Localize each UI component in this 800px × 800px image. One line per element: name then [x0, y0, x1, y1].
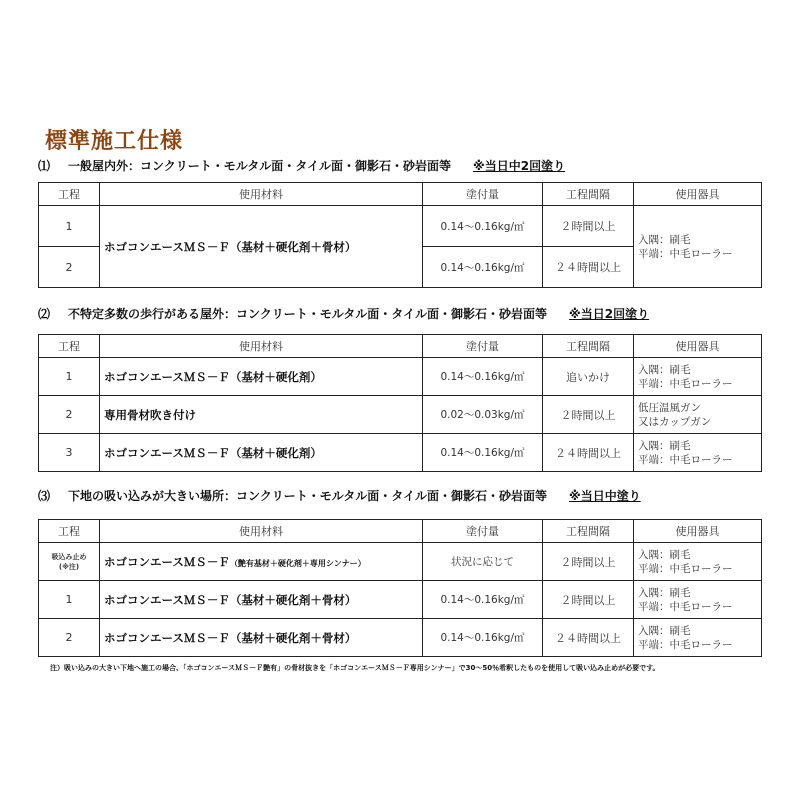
- table-header-row: [39, 335, 762, 358]
- header-coat: 塗付量: [423, 520, 543, 543]
- tool-line: 入隅：刷毛: [638, 363, 691, 376]
- material-cell: ホゴコンエースＭＳ－Ｆ（基材＋硬化剤＋骨材）: [100, 619, 423, 657]
- header-material: 使用材料: [100, 520, 423, 543]
- material-name: ホゴコンエースＭＳ－Ｆ: [104, 554, 230, 569]
- material-cell: 専用骨材吹き付け: [100, 396, 423, 434]
- table-row: [39, 543, 762, 581]
- material-detail: （艶有基材＋硬化剤＋専用シンナー）: [229, 558, 366, 568]
- step-cell: 1: [39, 581, 100, 619]
- material-cell: ホゴコンエースＭＳ－Ｆ（基材＋硬化剤＋骨材）: [100, 206, 423, 288]
- tool-line: 入隅：刷毛: [638, 624, 691, 637]
- interval-cell: ２時間以上: [543, 396, 634, 434]
- header-tool: 使用器具: [634, 520, 762, 543]
- material-cell: ホゴコンエースＭＳ－Ｆ（基材＋硬化剤）: [100, 434, 423, 472]
- spec-table-3: [38, 519, 762, 657]
- spec-table-2: [38, 334, 762, 472]
- material-cell: ホゴコンエースＭＳ－Ｆ（基材＋硬化剤＋骨材）: [100, 581, 423, 619]
- coat-cell: 0.14〜0.16kg/㎡: [423, 206, 543, 247]
- section-number: ⑴: [38, 159, 51, 173]
- section-2-heading: [38, 305, 649, 322]
- interval-cell: ２４時間以上: [543, 434, 634, 472]
- section-number: ⑶: [38, 489, 51, 503]
- coat-cell: 0.14〜0.16kg/㎡: [423, 358, 543, 396]
- tool-cell: [634, 206, 762, 288]
- material-cell: ホゴコンエースＭＳ－Ｆ（基材＋硬化剤）: [100, 358, 423, 396]
- header-coat: 塗付量: [423, 183, 543, 206]
- tool-line: 平端：中毛ローラー: [638, 600, 733, 613]
- header-material: 使用材料: [100, 183, 423, 206]
- section-note: ※当日中2回塗り: [473, 159, 566, 173]
- section-title: 一般屋内外：コンクリート・モルタル面・タイル面・御影石・砂岩面等: [68, 159, 452, 173]
- coat-cell: 0.14〜0.16kg/㎡: [423, 434, 543, 472]
- page-title: 標準施工仕様: [45, 129, 184, 154]
- interval-cell: ２４時間以上: [543, 619, 634, 657]
- step-cell: 2: [39, 247, 100, 288]
- step-cell: 2: [39, 619, 100, 657]
- tool-line: 入隅：刷毛: [638, 586, 691, 599]
- tool-cell: [634, 581, 762, 619]
- tool-cell: [634, 396, 762, 434]
- tool-line: 入隅：刷毛: [638, 233, 691, 246]
- header-tool: 使用器具: [634, 183, 762, 206]
- tool-line: 入隅：刷毛: [638, 439, 691, 452]
- header-coat: 塗付量: [423, 335, 543, 358]
- header-interval: 工程間隔: [543, 520, 634, 543]
- header-step: 工程: [39, 520, 100, 543]
- table-row: [39, 434, 762, 472]
- header-material: 使用材料: [100, 335, 423, 358]
- interval-cell: ２時間以上: [543, 543, 634, 581]
- tool-line: 平端：中毛ローラー: [638, 247, 733, 260]
- table-row: [39, 396, 762, 434]
- step-cell: 2: [39, 396, 100, 434]
- step-cell: 3: [39, 434, 100, 472]
- section-3-heading: [38, 487, 641, 504]
- tool-cell: [634, 543, 762, 581]
- interval-cell: ２時間以上: [543, 206, 634, 247]
- tool-line: 入隅：刷毛: [638, 548, 691, 561]
- interval-cell: ２時間以上: [543, 581, 634, 619]
- step-label: 吸込み止め: [51, 552, 87, 561]
- section-title: 下地の吸い込みが大きい場所：コンクリート・モルタル面・タイル面・御影石・砂岩面等: [68, 489, 548, 503]
- tool-cell: [634, 358, 762, 396]
- section-note: ※当日中塗り: [569, 489, 641, 503]
- header-step: 工程: [39, 335, 100, 358]
- table-header-row: [39, 520, 762, 543]
- section-note: ※当日2回塗り: [569, 307, 650, 321]
- tool-cell: [634, 619, 762, 657]
- tool-line: 低圧温風ガン: [638, 401, 701, 414]
- section-1-heading: [38, 157, 565, 174]
- table-row: [39, 581, 762, 619]
- coat-cell: 状況に応じて: [423, 543, 543, 581]
- table-row: [39, 619, 762, 657]
- interval-cell: 追いかけ: [543, 358, 634, 396]
- tool-line: 又はカップガン: [638, 415, 712, 428]
- step-note: (※注): [58, 562, 80, 571]
- header-tool: 使用器具: [634, 335, 762, 358]
- coat-cell: 0.14〜0.16kg/㎡: [423, 247, 543, 288]
- header-step: 工程: [39, 183, 100, 206]
- coat-cell: 0.02〜0.03kg/㎡: [423, 396, 543, 434]
- footnote: 注）吸い込みの大きい下地へ施工の場合、「ホゴコンエースＭＳ－Ｆ艶有」の骨材抜きを「ホゴコンエースＭＳ－Ｆ専用シンナー」で30～50％希釈したものを使用して吸い込み止めが必要です。: [50, 664, 660, 672]
- table-row: [39, 358, 762, 396]
- coat-cell: 0.14〜0.16kg/㎡: [423, 581, 543, 619]
- step-cell: 1: [39, 358, 100, 396]
- header-interval: 工程間隔: [543, 335, 634, 358]
- header-interval: 工程間隔: [543, 183, 634, 206]
- section-title: 不特定多数の歩行がある屋外：コンクリート・モルタル面・タイル面・御影石・砂岩面等: [68, 307, 548, 321]
- step-cell: [39, 543, 100, 581]
- table-row: [39, 206, 762, 247]
- section-number: ⑵: [38, 307, 51, 321]
- table-header-row: [39, 183, 762, 206]
- interval-cell: ２４時間以上: [543, 247, 634, 288]
- tool-line: 平端：中毛ローラー: [638, 377, 733, 390]
- tool-cell: [634, 434, 762, 472]
- spec-table-1: [38, 182, 762, 288]
- material-cell: [100, 543, 423, 581]
- tool-line: 平端：中毛ローラー: [638, 562, 733, 575]
- tool-line: 平端：中毛ローラー: [638, 638, 733, 651]
- step-cell: 1: [39, 206, 100, 247]
- tool-line: 平端：中毛ローラー: [638, 453, 733, 466]
- coat-cell: 0.14〜0.16kg/㎡: [423, 619, 543, 657]
